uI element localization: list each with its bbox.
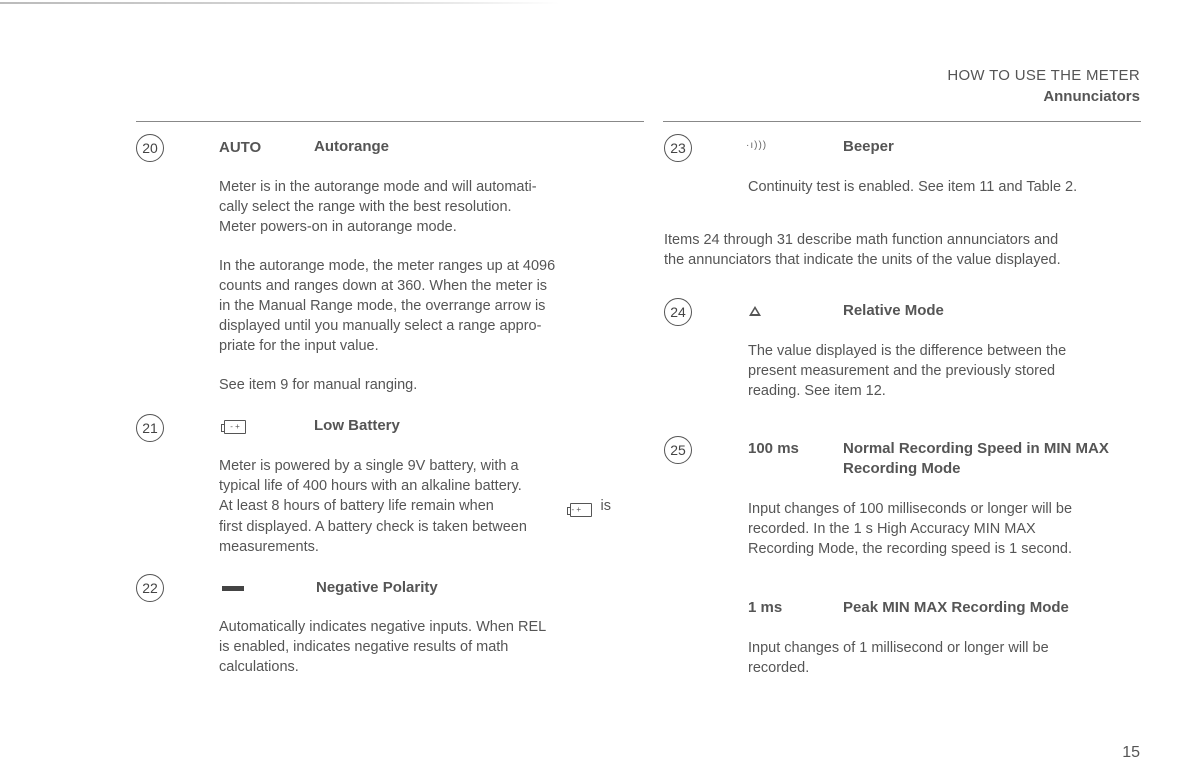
item-title-negative-polarity: Negative Polarity [316,579,438,596]
item-22-paragraph-1: Automatically indicates negative inputs. When REL is enabled, indicates negative results of math calculations. [219,619,547,675]
subsection-header: Annunciators [1043,88,1140,105]
item-title-beeper: Beeper [843,138,894,155]
item-23-paragraph-1: Continuity test is enabled. See item 11 and Table 2. [748,179,1078,195]
item-number-21: 21 [136,414,164,442]
item-title-low-battery: Low Battery [314,417,400,434]
page-number: 15 [1122,744,1140,761]
beeper-icon: ·ı))) [746,140,768,151]
item-20-paragraph-3: See item 9 for manual ranging. [219,377,418,393]
item-21-paragraph-1: Meter is powered by a single 9V battery, with a typical life of 400 hours with an alkaline battery. At least 8 hours of battery life remain when - + is first displayed. A battery check is taken between measurements. [219,458,611,555]
battery-icon-inline: - + [570,503,592,517]
item-number-24: 24 [664,298,692,326]
rule-left [136,121,644,122]
item-25-paragraph-2: Input changes of 1 millisecond or longer will be recorded. [748,640,1049,676]
100ms-symbol: 100 ms [748,440,799,457]
battery-icon: - + [224,420,246,434]
item-number-22: 22 [136,574,164,602]
section-header: HOW TO USE THE METER [947,67,1140,84]
item-title-relative-mode: Relative Mode [843,302,944,319]
scan-edge-line [0,2,560,4]
negative-bar-icon [222,586,244,591]
delta-icon [749,306,761,316]
item-title-normal-recording: Normal Recording Speed in MIN MAX Recording Mode [843,440,1109,477]
item-number-23: 23 [664,134,692,162]
auto-symbol: AUTO [219,139,262,156]
item-20-paragraph-1: Meter is in the autorange mode and will automati- cally select the range with the best resolution. Meter powers-on in autorange mode. [219,179,537,235]
item-title-autorange: Autorange [314,138,389,155]
item-title-peak-recording: Peak MIN MAX Recording Mode [843,599,1069,616]
rule-right [663,121,1141,122]
1ms-symbol: 1 ms [748,599,783,616]
item-20-paragraph-2: In the autorange mode, the meter ranges up at 4096 counts and ranges down at 360. When the meter is in the Manual Range mode, the overrange arrow is displayed until you manually select a range appro- priate for the input value. [219,258,556,354]
item-25-paragraph-1: Input changes of 100 milliseconds or longer will be recorded. In the 1 s High Accuracy MIN MAX Recording Mode, the recording speed is 1 second. [748,501,1073,557]
item-24-paragraph-1: The value displayed is the difference between the present measurement and the previously stored reading. See item 12. [748,343,1067,399]
item-number-25: 25 [664,436,692,464]
item-number-20: 20 [136,134,164,162]
intro-paragraph: Items 24 through 31 describe math function annunciators and the annunciators that indicate the units of the value displayed. [664,232,1061,268]
